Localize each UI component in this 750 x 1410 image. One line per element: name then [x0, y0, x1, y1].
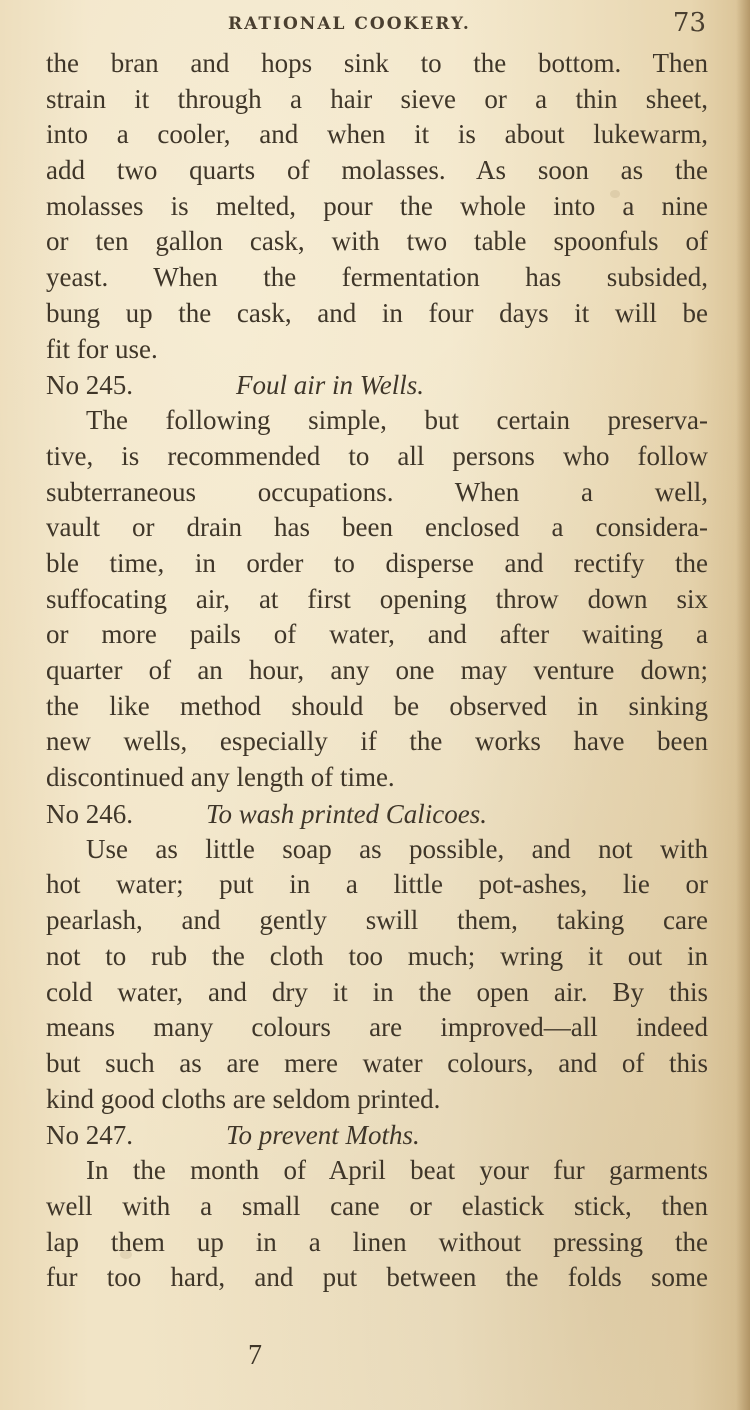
text-line: well with a small cane or elastick stick, then	[46, 1190, 708, 1221]
text-line: Use as little soap as possible, and not with	[86, 833, 708, 864]
recipe-number: No 245.	[46, 370, 133, 401]
running-head	[0, 6, 750, 40]
recipe-title: Foul air in Wells.	[236, 370, 425, 401]
text-line: In the month of April beat your fur garments	[86, 1155, 708, 1186]
text-line: pearlash, and gently swill them, taking care	[46, 905, 708, 936]
text-line: means many colours are improved—all indeed	[46, 1012, 708, 1043]
text-line: molasses is melted, pour the whole into a nine	[46, 190, 708, 221]
recipe-title: To prevent Moths.	[226, 1120, 420, 1151]
recipe-number: No 246.	[46, 798, 133, 829]
text-line: hot water; put in a little pot-ashes, lie or	[46, 869, 708, 900]
text-line: The following simple, but certain preserva-	[86, 405, 708, 436]
recipe-title: To wash printed Calicoes.	[206, 798, 488, 829]
text-line: kind good cloths are seldom printed.	[46, 1083, 441, 1114]
page-body	[46, 46, 708, 1296]
text-line: subterraneous occupations. When a well,	[46, 476, 708, 507]
text-line: cold water, and dry it in the open air. By this	[46, 976, 708, 1007]
text-line: bung up the cask, and in four days it will be	[46, 297, 708, 328]
text-line: tive, is recommended to all persons who follow	[46, 440, 708, 471]
text-line: add two quarts of molasses. As soon as the	[46, 155, 708, 186]
recipe-heading	[46, 367, 708, 403]
text-line: lap them up in a linen without pressing the	[46, 1226, 708, 1257]
text-line: vault or drain has been enclosed a considera-	[46, 512, 708, 543]
recipe-heading	[46, 796, 708, 832]
text-line: or more pails of water, and after waiting a	[46, 619, 708, 650]
text-line: the like method should be observed in sinking	[46, 690, 708, 721]
text-line: into a cooler, and when it is about lukewarm,	[46, 119, 708, 150]
recipe-heading	[46, 1117, 708, 1153]
page-number: 73	[672, 8, 706, 38]
text-line: new wells, especially if the works have been	[46, 726, 708, 757]
text-line: fit for use.	[46, 333, 158, 364]
text-line: fur too hard, and put between the folds some	[46, 1262, 708, 1293]
text-line: or ten gallon cask, with two table spoonfuls of	[46, 226, 708, 257]
running-title: RATIONAL COOKERY.	[228, 14, 471, 34]
text-line: the bran and hops sink to the bottom. Then	[46, 48, 708, 78]
signature-mark: 7	[248, 1340, 262, 1371]
text-line: suffocating air, at first opening throw down six	[46, 583, 708, 614]
text-line: yeast. When the fermentation has subsided,	[46, 262, 708, 293]
text-line: quarter of an hour, any one may venture down;	[46, 655, 708, 685]
text-line: ble time, in order to disperse and rectify the	[46, 547, 708, 578]
text-line: strain it through a hair sieve or a thin sheet,	[46, 83, 708, 114]
text-line: discontinued any length of time.	[46, 762, 395, 793]
text-line: not to rub the cloth too much; wring it out in	[46, 940, 708, 971]
text-line: but such as are mere water colours, and of this	[46, 1047, 708, 1078]
recipe-number: No 247.	[46, 1120, 133, 1151]
page-edge-shadow	[736, 0, 750, 1410]
